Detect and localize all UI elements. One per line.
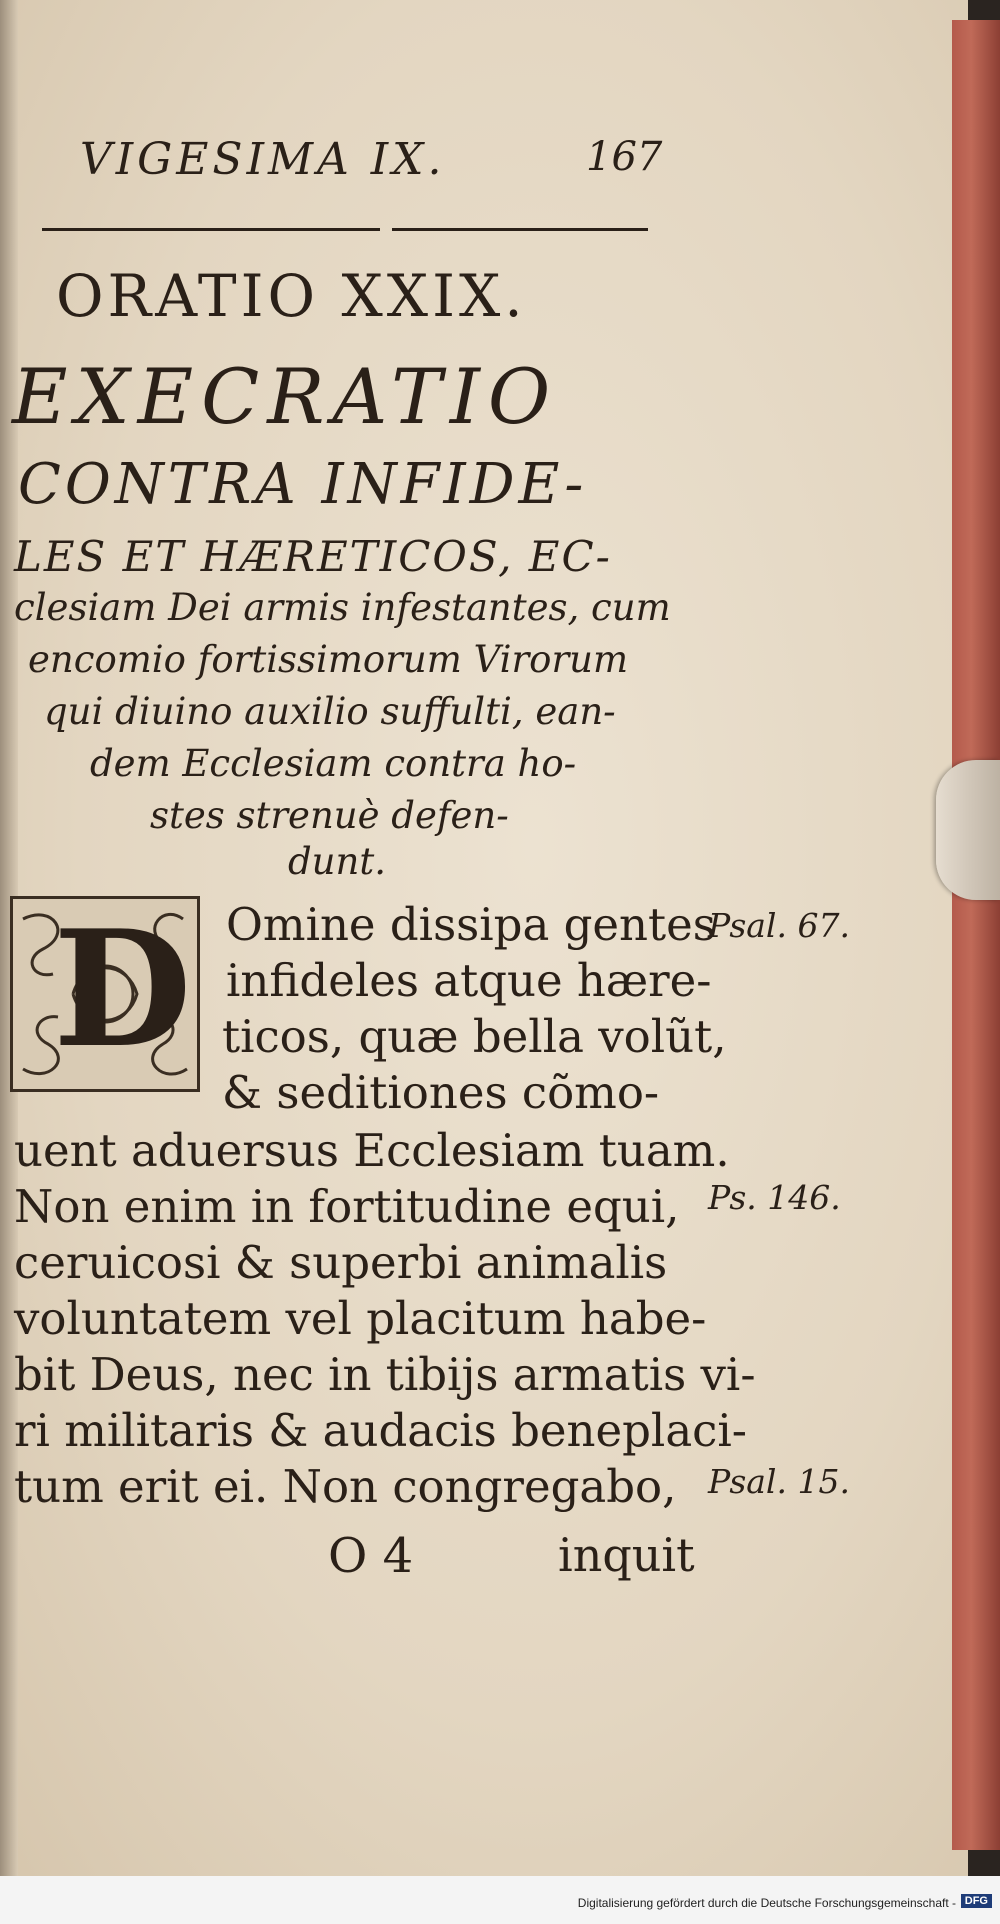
subtitle-line: qui diuino auxilio suffulti, ean- (44, 690, 616, 733)
margin-note: Psal. 67. (708, 906, 850, 945)
running-head-title: VIGESIMA IX. (80, 134, 446, 185)
catchword: inquit (558, 1528, 695, 1582)
text-line: uent aduersus Ecclesiam tuam. (14, 1124, 730, 1177)
signature-mark: O 4 (328, 1528, 414, 1584)
title-haereticos: LES ET HÆRETICOS, EC- (14, 532, 612, 581)
header-rule-right (392, 228, 648, 231)
text-line: ticos, quæ bella volũt, (222, 1010, 727, 1063)
text-line: voluntatem vel placitum habe- (14, 1292, 707, 1345)
oratio-heading: ORATIO XXIX. (56, 262, 527, 330)
text-line: infideles atque hære- (226, 954, 712, 1007)
decorated-initial (10, 896, 200, 1092)
subtitle-line: encomio fortissimorum Virorum (28, 638, 629, 681)
initial-letter: D (53, 895, 192, 1083)
subtitle-line: dunt. (288, 840, 386, 883)
title-execratio: EXECRATIO (12, 352, 559, 441)
margin-note: Psal. 15. (708, 1462, 850, 1501)
subtitle-line: clesiam Dei armis infestantes, cum (14, 586, 671, 629)
text-line: bit Deus, nec in tibijs armatis vi- (14, 1348, 756, 1401)
running-head (80, 134, 680, 194)
subtitle-line: dem Ecclesiam contra ho- (90, 742, 577, 785)
text-line: & seditiones cõmo- (222, 1066, 660, 1119)
page-clasp (936, 760, 1000, 900)
subtitle-line: stes strenuè defen- (150, 794, 509, 837)
text-line: Omine dissipa gentes (226, 898, 716, 951)
footer-credit: Digitalisierung gefördert durch die Deutsche Forschungsgemeinschaft - (577, 1896, 956, 1910)
text-line: ceruicosi & superbi animalis (14, 1236, 668, 1289)
margin-note: Ps. 146. (708, 1178, 841, 1217)
text-line: ri militaris & audacis beneplaci- (14, 1404, 747, 1457)
text-line: tum erit ei. Non congregabo, (14, 1460, 677, 1513)
red-fore-edge (952, 20, 1000, 1850)
dfg-logo: DFG (961, 1894, 992, 1908)
title-contra: CONTRA INFIDE- (18, 452, 588, 517)
text-line: Non enim in fortitudine equi, (14, 1180, 680, 1233)
page-number: 167 (586, 134, 663, 180)
header-rule-left (42, 228, 380, 231)
